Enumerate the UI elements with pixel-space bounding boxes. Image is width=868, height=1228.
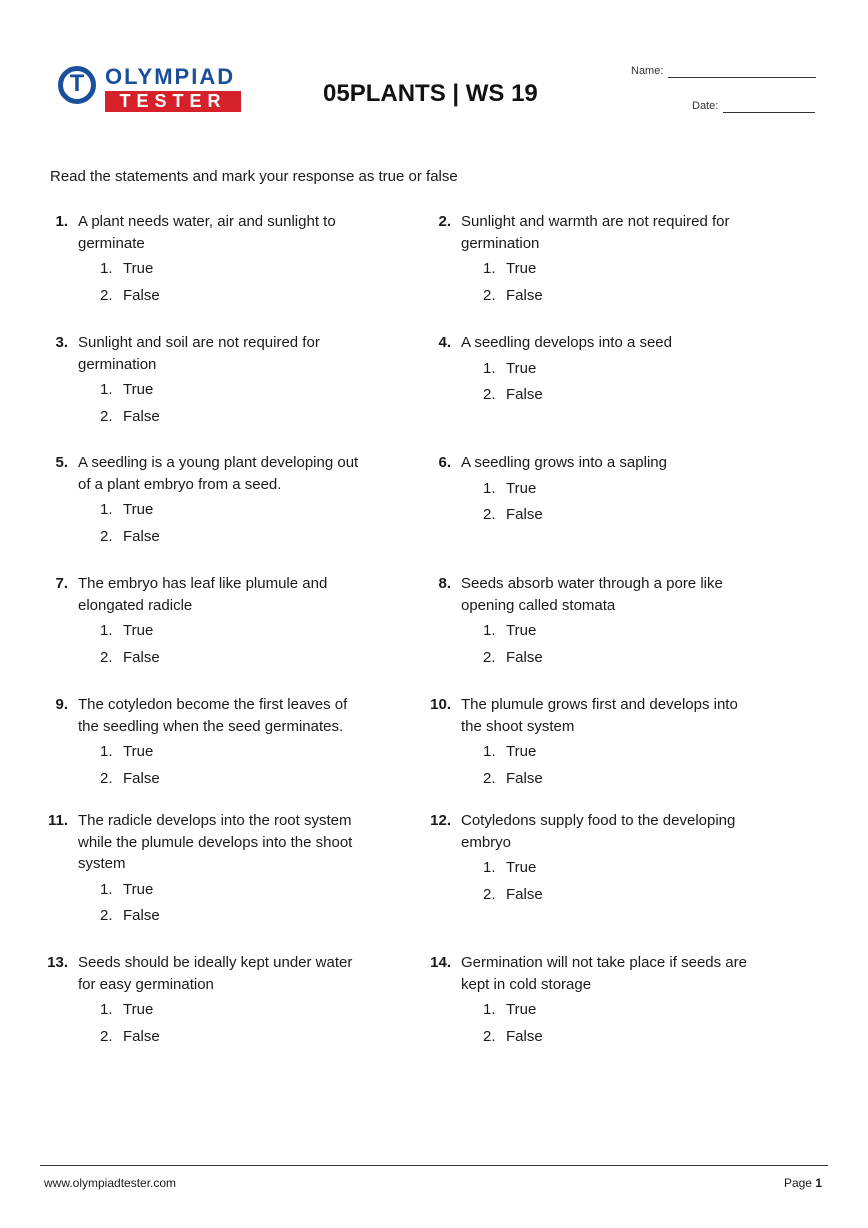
question-number: 13. [47, 954, 68, 971]
option-number: 2. [483, 648, 496, 666]
option-true[interactable] [483, 741, 751, 768]
question-text: A plant needs water, air and sunlight to germinate [78, 213, 336, 252]
option-label: True [123, 743, 154, 760]
option-false[interactable] [483, 647, 751, 674]
name-field [631, 64, 816, 78]
answer-options [100, 999, 368, 1052]
option-true[interactable] [483, 258, 751, 285]
answer-options [100, 379, 368, 432]
question-1 [28, 211, 368, 311]
footer-divider [40, 1165, 828, 1166]
question-11 [28, 810, 368, 932]
option-number: 1. [100, 381, 113, 398]
option-false[interactable] [483, 768, 751, 795]
option-true[interactable] [100, 999, 368, 1026]
option-number: 1. [483, 743, 496, 760]
question-4 [411, 332, 751, 411]
option-number: 2. [483, 885, 496, 903]
option-false[interactable] [483, 884, 751, 911]
option-number: 1. [483, 859, 496, 876]
footer-page [784, 1176, 822, 1190]
question-text: Sunlight and soil are not required for germination [78, 334, 320, 373]
answer-options [483, 999, 751, 1052]
logo-letter: T [69, 70, 85, 97]
option-label: True [506, 1001, 537, 1018]
option-label: True [506, 359, 537, 377]
option-label: False [506, 885, 543, 903]
option-true[interactable] [483, 358, 751, 385]
logo-word-olympiad: OLYMPIAD [105, 64, 236, 89]
option-false[interactable] [483, 384, 751, 411]
question-text: Cotyledons supply food to the developing embryo [461, 812, 736, 851]
answer-options [100, 879, 368, 932]
option-label: True [123, 1001, 154, 1018]
option-label: False [123, 769, 160, 787]
question-8 [411, 573, 751, 673]
option-false[interactable] [100, 647, 368, 674]
option-number: 2. [100, 1027, 113, 1045]
question-9 [28, 694, 368, 794]
question-number: 1. [55, 213, 68, 230]
option-number: 1. [483, 1001, 496, 1018]
option-label: True [506, 859, 537, 876]
option-label: True [506, 743, 537, 760]
date-field [692, 99, 815, 113]
question-number: 14. [430, 954, 451, 971]
question-number: 9. [55, 696, 68, 713]
answer-options [483, 358, 751, 411]
option-number: 1. [100, 880, 113, 898]
option-number: 2. [100, 286, 113, 304]
question-text: Germination will not take place if seeds are kept in cold storage [461, 954, 747, 993]
option-number: 2. [100, 907, 113, 924]
option-number: 1. [100, 622, 113, 639]
question-3 [28, 332, 368, 432]
question-number: 6. [438, 454, 451, 471]
option-true[interactable] [100, 741, 368, 768]
option-number: 1. [100, 743, 113, 760]
option-false[interactable] [100, 406, 368, 433]
option-false[interactable] [483, 1026, 751, 1053]
question-10 [411, 694, 751, 794]
option-label: False [506, 506, 543, 523]
option-label: True [123, 381, 154, 398]
option-true[interactable] [483, 478, 751, 505]
option-number: 1. [483, 622, 496, 639]
page-label: Page [783, 1176, 812, 1190]
question-number: 7. [55, 575, 68, 592]
answer-options [100, 499, 368, 552]
option-number: 2. [483, 506, 496, 523]
option-false[interactable] [483, 285, 751, 312]
option-number: 2. [100, 648, 113, 666]
option-true[interactable] [100, 258, 368, 285]
answer-options [483, 857, 751, 910]
question-number: 11. [47, 812, 68, 829]
option-label: True [123, 622, 154, 639]
question-2 [411, 211, 751, 311]
option-false[interactable] [100, 526, 368, 553]
question-text: A seedling is a young plant developing out of a plant embryo from a seed. [78, 454, 359, 493]
option-label: False [123, 907, 160, 924]
option-false[interactable] [100, 285, 368, 312]
question-number: 12. [430, 812, 451, 829]
question-number: 2. [438, 213, 451, 230]
option-true[interactable] [100, 879, 368, 906]
date-blank-line[interactable] [723, 100, 815, 113]
question-text: A seedling grows into a sapling [461, 454, 667, 471]
option-label: True [123, 260, 154, 277]
answer-options [483, 741, 751, 794]
olympiad-tester-logo [58, 66, 243, 114]
option-label: False [506, 769, 543, 787]
option-false[interactable] [483, 504, 751, 531]
answer-options [483, 620, 751, 673]
option-number: 2. [100, 407, 113, 425]
question-number: 5. [55, 454, 68, 471]
question-text: Seeds absorb water through a pore like opening called stomata [461, 575, 723, 614]
option-label: True [123, 501, 154, 518]
option-label: True [506, 622, 537, 639]
option-label: False [123, 527, 160, 545]
option-true[interactable] [483, 857, 751, 884]
question-5 [28, 452, 368, 552]
option-label: False [506, 386, 543, 403]
question-text: Sunlight and warmth are not required for germination [461, 213, 730, 252]
name-label: Name: [631, 65, 664, 77]
option-number: 1. [483, 359, 496, 377]
question-12 [411, 810, 751, 910]
footer-url: www.olympiadtester.com [44, 1176, 177, 1190]
option-number: 2. [483, 769, 496, 787]
worksheet-title: 05PLANTS | WS 19 [323, 80, 538, 107]
option-true[interactable] [483, 999, 751, 1026]
option-number: 2. [100, 769, 113, 787]
option-number: 2. [483, 386, 496, 403]
question-text: The cotyledon become the first leaves of the seedling when the seed germinates. [78, 696, 348, 735]
answer-options [100, 258, 368, 311]
answer-options [100, 741, 368, 794]
answer-options [483, 258, 751, 311]
option-label: True [123, 880, 154, 898]
question-text: The plumule grows first and develops into the shoot system [461, 696, 738, 735]
option-number: 2. [483, 1027, 496, 1045]
option-true[interactable] [483, 620, 751, 647]
page-number: 1 [815, 1176, 822, 1190]
option-true[interactable] [100, 499, 368, 526]
option-label: False [506, 286, 543, 304]
date-label: Date: [692, 100, 719, 112]
option-true[interactable] [100, 620, 368, 647]
option-label: False [123, 1027, 160, 1045]
option-false[interactable] [100, 905, 368, 932]
option-label: False [506, 1027, 543, 1045]
option-false[interactable] [100, 1026, 368, 1053]
question-number: 10. [430, 696, 451, 713]
option-label: True [506, 260, 537, 277]
option-false[interactable] [100, 768, 368, 795]
question-14 [411, 952, 751, 1052]
option-label: False [123, 286, 160, 304]
option-label: True [506, 479, 537, 497]
question-text: The embryo has leaf like plumule and elongated radicle [78, 575, 328, 614]
question-number: 3. [55, 334, 68, 351]
option-number: 1. [483, 479, 496, 497]
option-number: 2. [483, 286, 496, 304]
question-7 [28, 573, 368, 673]
question-text: Seeds should be ideally kept under water for easy germination [78, 954, 353, 993]
question-text: The radicle develops into the root system while the plumule develops into the shoot system [78, 812, 353, 872]
question-text: A seedling develops into a seed [461, 334, 672, 351]
option-number: 1. [100, 501, 113, 518]
option-true[interactable] [100, 379, 368, 406]
logo-word-tester: TESTER [105, 91, 241, 112]
answer-options [100, 620, 368, 673]
answer-options [483, 478, 751, 531]
question-13 [28, 952, 368, 1052]
question-number: 4. [438, 334, 451, 351]
option-label: False [123, 648, 160, 666]
option-label: False [506, 648, 543, 666]
option-label: False [123, 407, 160, 425]
option-number: 1. [100, 260, 113, 277]
question-6 [411, 452, 751, 531]
question-number: 8. [438, 575, 451, 592]
option-number: 1. [100, 1001, 113, 1018]
instructions: Read the statements and mark your response as true or false [50, 168, 458, 185]
option-number: 1. [483, 260, 496, 277]
option-number: 2. [100, 527, 113, 545]
name-blank-line[interactable] [668, 65, 816, 78]
